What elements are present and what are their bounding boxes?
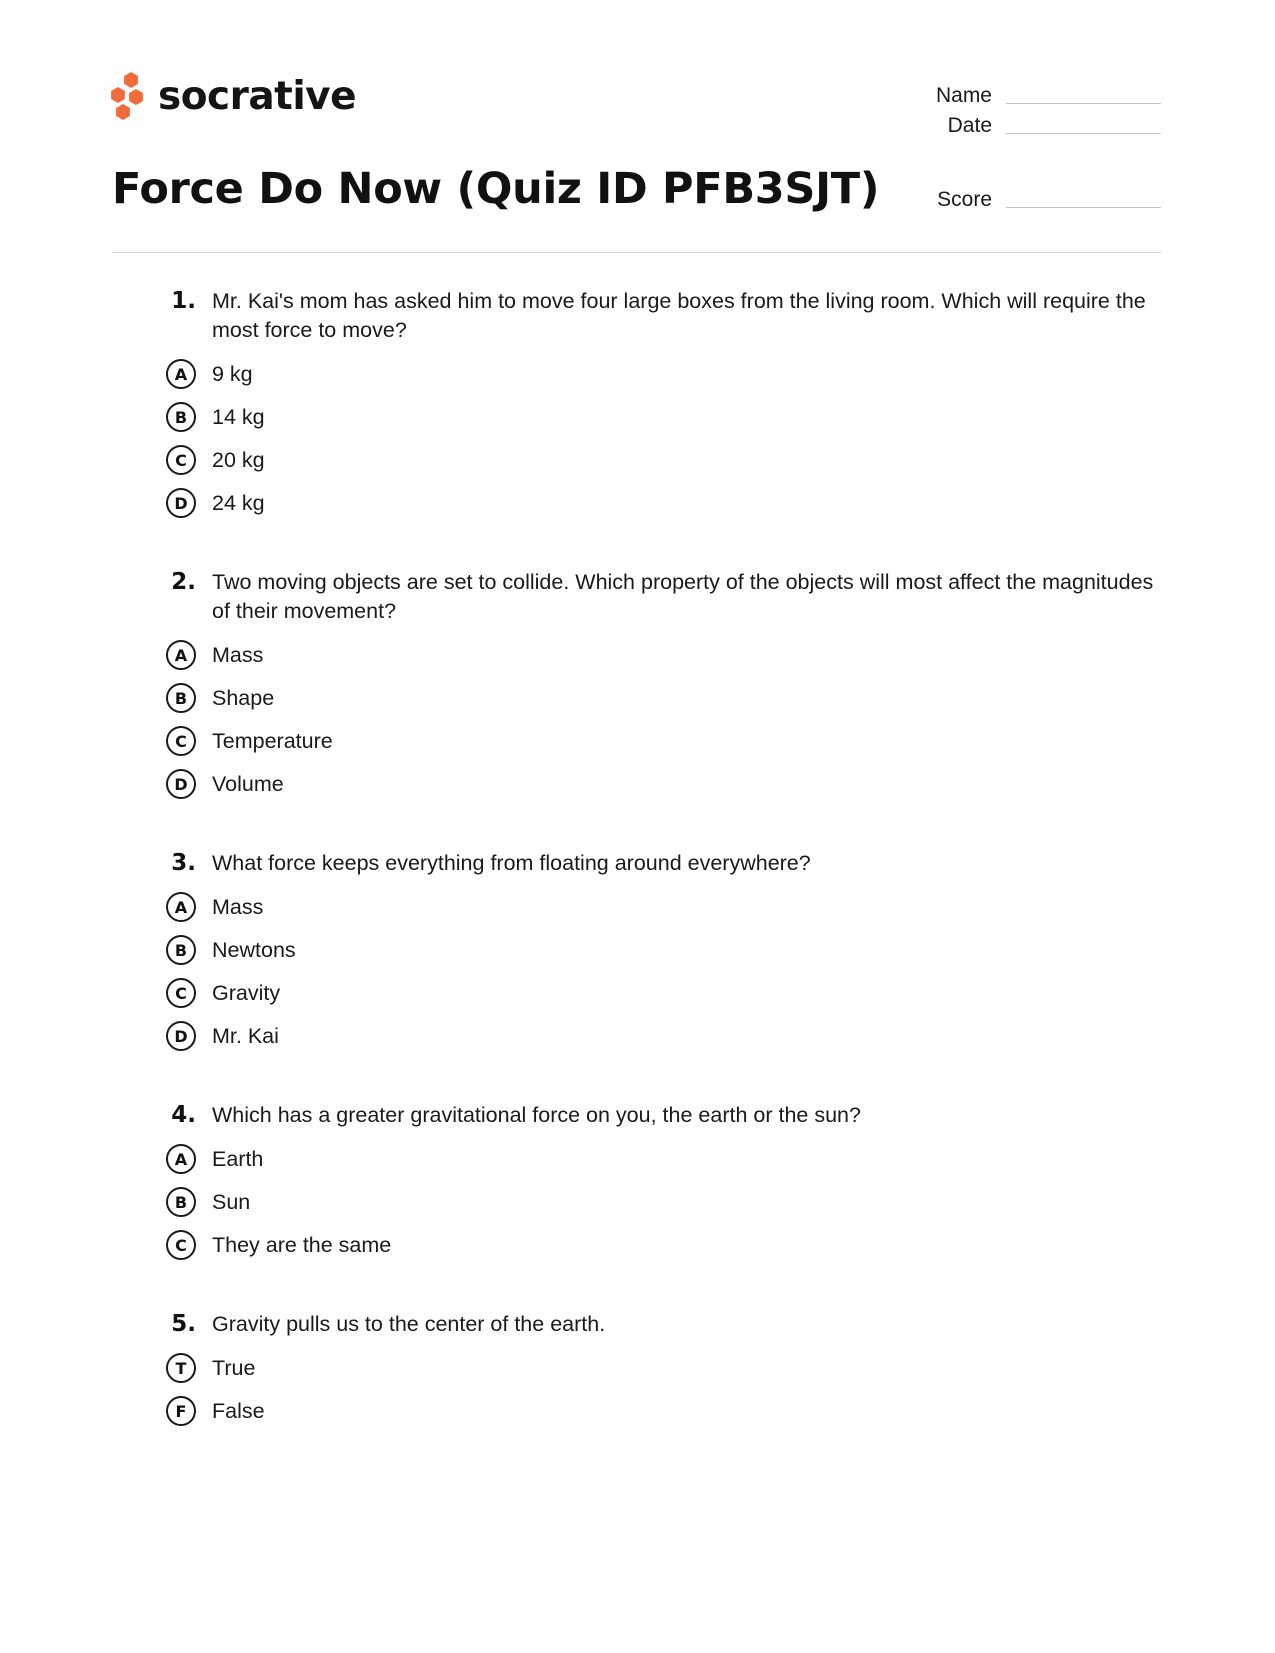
- answer-bubble[interactable]: A: [166, 640, 196, 670]
- answer-bubble[interactable]: B: [166, 683, 196, 713]
- answer-bubble[interactable]: C: [166, 1230, 196, 1260]
- answer-option[interactable]: [0, 1347, 1275, 1390]
- answer-text: Mass: [212, 895, 264, 919]
- question-header: [0, 287, 1275, 345]
- answer-options: [0, 634, 1275, 806]
- question-header: [0, 849, 1275, 878]
- answer-bubble[interactable]: B: [166, 935, 196, 965]
- answer-option[interactable]: [0, 1390, 1275, 1433]
- answer-bubble[interactable]: D: [166, 769, 196, 799]
- name-label: Name: [935, 84, 992, 107]
- question: [0, 1310, 1275, 1433]
- answer-text: Gravity: [212, 981, 281, 1005]
- question-number: 3.: [171, 850, 196, 876]
- question-number: 1.: [171, 288, 196, 314]
- answer-option[interactable]: [0, 972, 1275, 1015]
- answer-bubble[interactable]: B: [166, 1187, 196, 1217]
- date-line[interactable]: [1006, 132, 1161, 134]
- question-header: [0, 568, 1275, 626]
- answer-options: [0, 886, 1275, 1058]
- answer-text: True: [212, 1356, 256, 1380]
- question-number: 4.: [171, 1102, 196, 1128]
- brand-name: socrative: [158, 73, 357, 119]
- question-number: 5.: [171, 1311, 196, 1337]
- answer-options: [0, 353, 1275, 525]
- answer-bubble[interactable]: C: [166, 445, 196, 475]
- answer-options: [0, 1347, 1275, 1433]
- socrative-logo: [110, 72, 356, 120]
- answer-text: Shape: [212, 686, 275, 710]
- answer-option[interactable]: [0, 439, 1275, 482]
- question-number: 2.: [171, 569, 196, 595]
- score-label: Score: [937, 188, 992, 211]
- answer-text: Newtons: [212, 938, 296, 962]
- answer-option[interactable]: [0, 1138, 1275, 1181]
- answer-bubble[interactable]: B: [166, 402, 196, 432]
- answer-bubble[interactable]: D: [166, 488, 196, 518]
- question: [0, 1101, 1275, 1267]
- answer-text: 9 kg: [212, 362, 253, 386]
- student-info-fields: [901, 76, 1161, 136]
- answer-text: Volume: [212, 772, 284, 796]
- answer-option[interactable]: [0, 677, 1275, 720]
- date-label: Date: [947, 114, 992, 137]
- name-line[interactable]: [1006, 102, 1161, 104]
- question-list: [0, 287, 1275, 1476]
- question-text: Mr. Kai's mom has asked him to move four large boxes from the living room. Which will require the most force to move?: [212, 289, 1146, 342]
- answer-text: Mass: [212, 643, 264, 667]
- answer-bubble[interactable]: A: [166, 892, 196, 922]
- question-text: Two moving objects are set to collide. Which property of the objects will most affect the magnitudes of their movement?: [212, 570, 1154, 623]
- answer-bubble[interactable]: F: [166, 1396, 196, 1426]
- question-text: Gravity pulls us to the center of the earth.: [212, 1312, 606, 1336]
- answer-bubble[interactable]: C: [166, 978, 196, 1008]
- answer-option[interactable]: [0, 886, 1275, 929]
- answer-bubble[interactable]: A: [166, 1144, 196, 1174]
- answer-text: Mr. Kai: [212, 1024, 279, 1048]
- question-header: [0, 1310, 1275, 1339]
- answer-text: Earth: [212, 1147, 264, 1171]
- question-text: Which has a greater gravitational force on you, the earth or the sun?: [212, 1103, 861, 1127]
- answer-text: 14 kg: [212, 405, 265, 429]
- header-divider: [112, 252, 1161, 253]
- answer-text: 24 kg: [212, 491, 265, 515]
- answer-text: Sun: [212, 1190, 251, 1214]
- answer-bubble[interactable]: C: [166, 726, 196, 756]
- question: [0, 568, 1275, 806]
- name-field[interactable]: [901, 76, 1161, 106]
- date-field[interactable]: [901, 106, 1161, 136]
- question-header: [0, 1101, 1275, 1130]
- answer-text: 20 kg: [212, 448, 265, 472]
- answer-option[interactable]: [0, 720, 1275, 763]
- question: [0, 287, 1275, 525]
- answer-bubble[interactable]: D: [166, 1021, 196, 1051]
- question: [0, 849, 1275, 1058]
- answer-option[interactable]: [0, 929, 1275, 972]
- answer-bubble[interactable]: A: [166, 359, 196, 389]
- answer-option[interactable]: [0, 1181, 1275, 1224]
- score-line[interactable]: [1006, 206, 1161, 208]
- answer-options: [0, 1138, 1275, 1267]
- question-text: What force keeps everything from floating around everywhere?: [212, 851, 811, 875]
- answer-option[interactable]: [0, 1224, 1275, 1267]
- answer-text: They are the same: [212, 1233, 392, 1257]
- answer-text: False: [212, 1399, 265, 1423]
- answer-bubble[interactable]: T: [166, 1353, 196, 1383]
- answer-text: Temperature: [212, 729, 333, 753]
- answer-option[interactable]: [0, 353, 1275, 396]
- answer-option[interactable]: [0, 396, 1275, 439]
- socrative-hexagons-icon: [110, 72, 148, 120]
- answer-option[interactable]: [0, 1015, 1275, 1058]
- score-field[interactable]: [901, 180, 1161, 210]
- answer-option[interactable]: [0, 634, 1275, 677]
- answer-option[interactable]: [0, 482, 1275, 525]
- answer-option[interactable]: [0, 763, 1275, 806]
- page-title: Force Do Now (Quiz ID PFB3SJT): [112, 164, 880, 214]
